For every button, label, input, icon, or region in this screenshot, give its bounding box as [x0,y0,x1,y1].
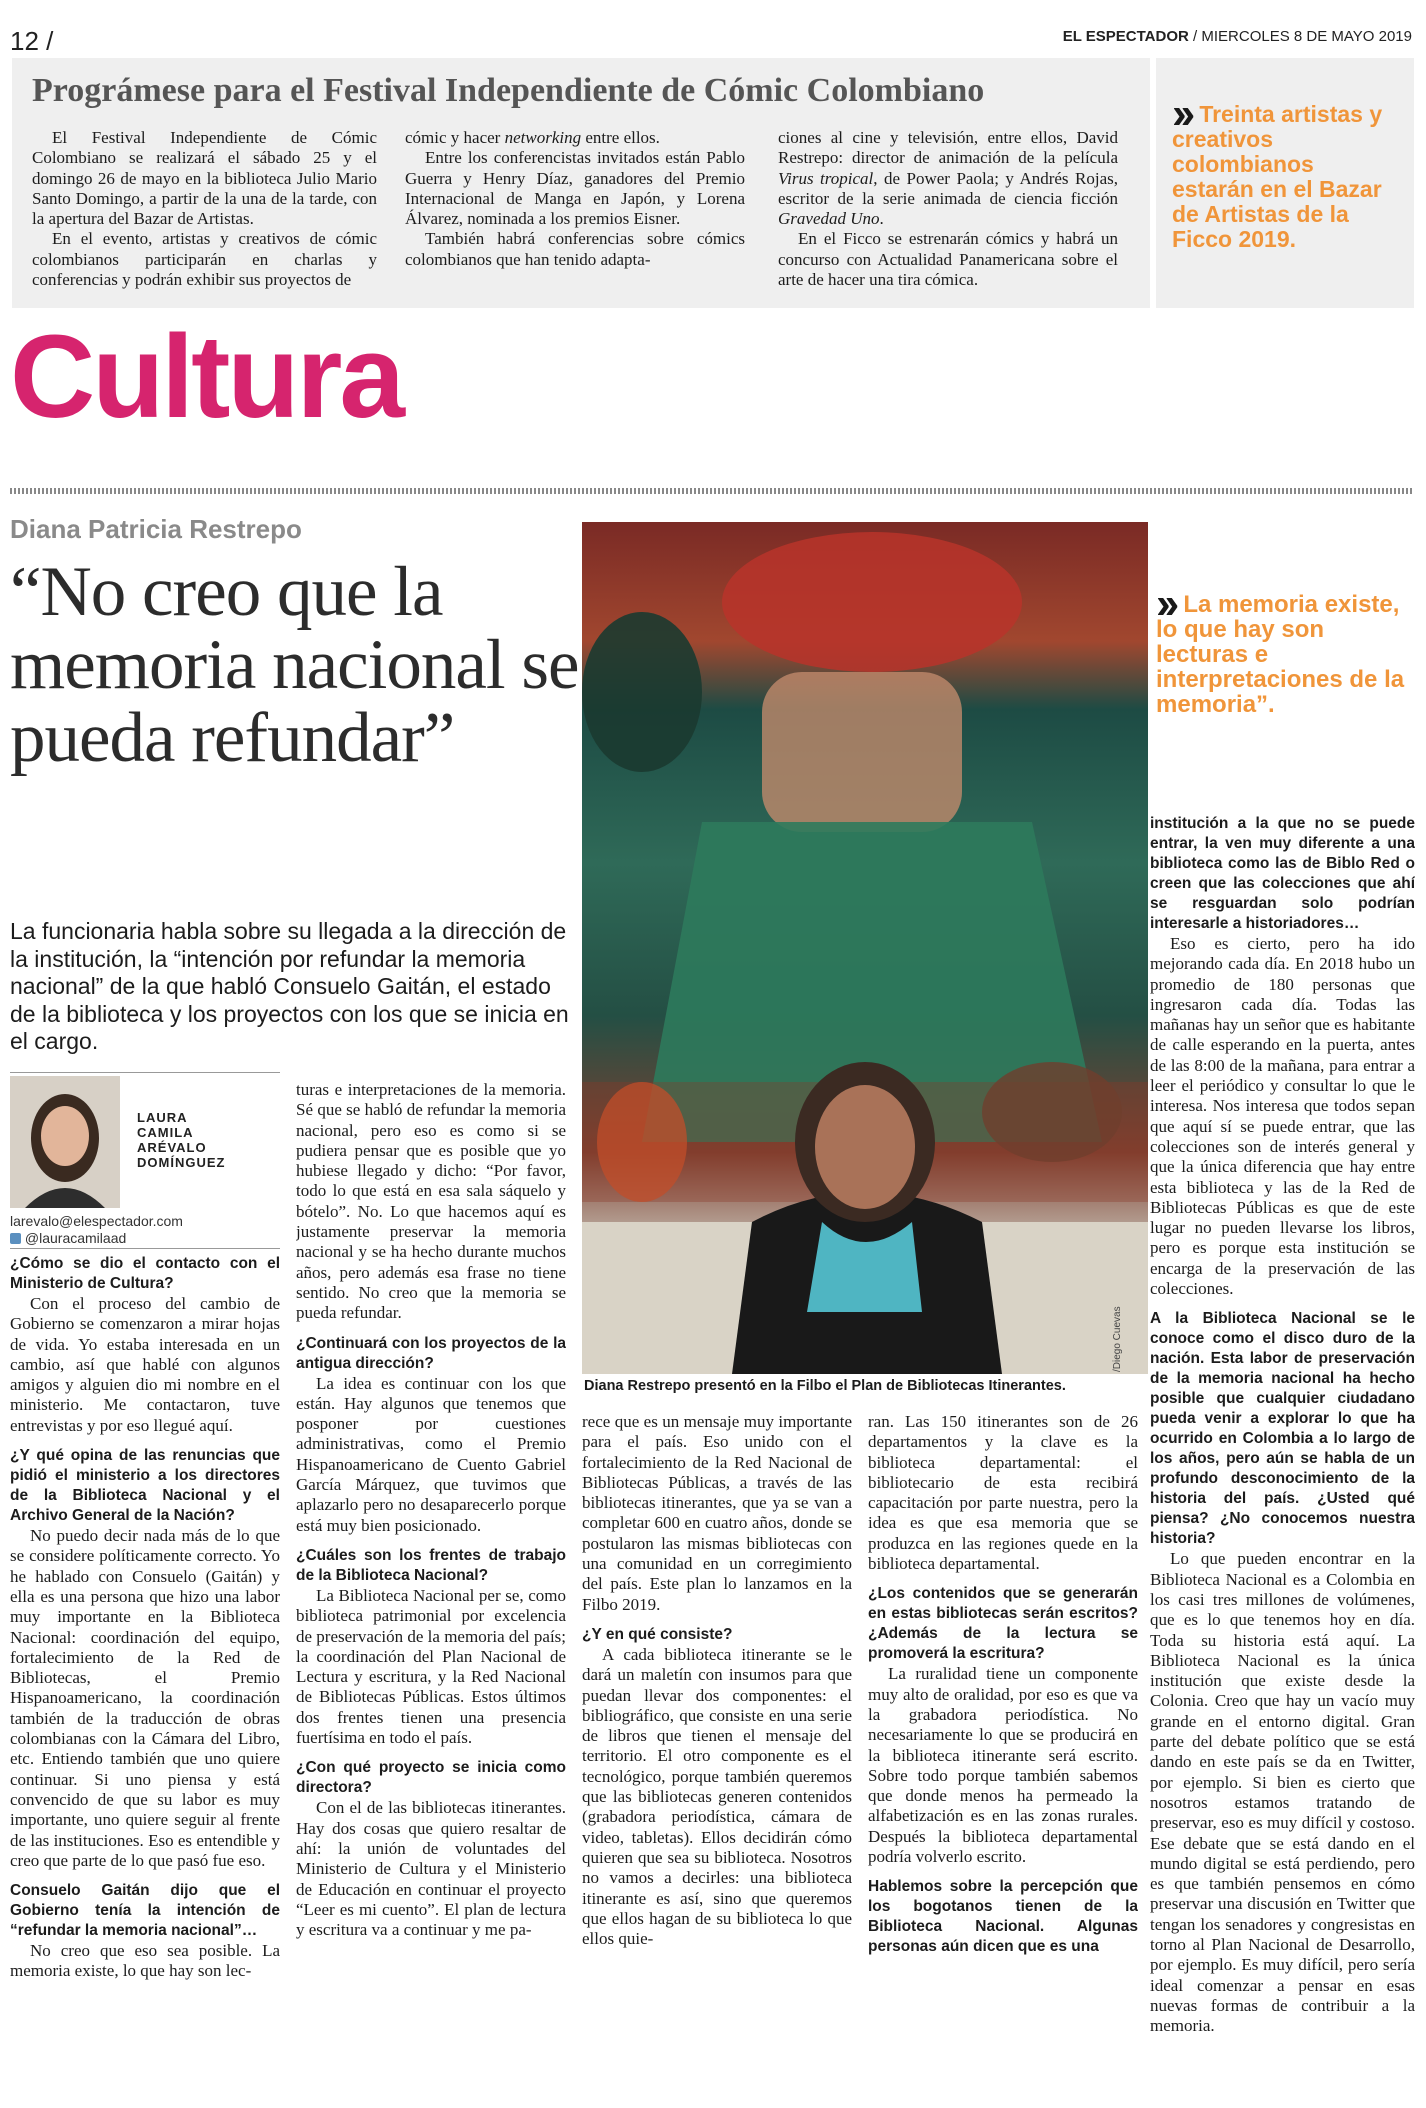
interview-answer: La ruralidad tiene un componente muy alto de oralidad, por eso es que va la grabadora periodística. No necesariamente lo que se producirá en la biblioteca itinerante será escrito. Sobre todo porque también sabemos que donde menos ha permeado la alfabetización es en las zonas rurales. Después la biblioteca departamental podría volverlo escrito. [868,1664,1138,1867]
interview-question: ¿Con qué proyecto se inicia como directora? [296,1759,566,1797]
main-photo [582,522,1148,1374]
avatar [10,1076,120,1208]
interview-question: Consuelo Gaitán dijo que el Gobierno tenía la intención de “refundar la memoria nacional”… [10,1882,280,1940]
author-email[interactable]: larevalo@elespectador.com [10,1213,183,1229]
festival-col-1: El Festival Independiente de Cómic Colombiano se realizará el sábado 25 y el domingo 26 de mayo en la biblioteca Julio Mario Santo Domingo, a partir de la una de la tarde, con la apertura del Bazar de Artistas. En el evento, artistas y creativos de cómic colombianos participarán en charlas y conferencias y podrán exhibir sus proyectos de [32,128,377,290]
twitter-icon [10,1233,21,1244]
interview-question: institución a la que no se puede entrar, la ven muy diferente a una biblioteca como las de Biblo Red o creen que las colecciones que ahí se resguardan solo podrían interesarle a historiadores… [1150,815,1415,932]
festival-sidebar-quote: ›› Treinta artistas y creativos colombianos estarán en el Bazar de Artistas de la Ficco 2019. [1172,89,1383,252]
festival-col-2: cómic y hacer networking entre ellos. Entre los conferencistas invitados están Pablo Guerra y Henry Díaz, ganadores del Premio Internacional de Manga en Japón, y Lorena Álvarez, nominada a los premios Eisner. También habrá conferencias sobre cómics colombianos que han tenido adapta- [405,128,745,269]
chevron-right-icon: ›› [1156,579,1174,628]
interview-answer: La idea es continuar con los que están. Hay algunos que tenemos que posponer por cuestiones administrativas, como el Premio Hispanoamericano de Cuento Gabriel García Márquez, que tuvimos que aplazarlo pero no desaparecerlo porque está muy bien posicionado. [296,1373,566,1535]
interview-answer: ran. Las 150 itinerantes son de 26 departamentos y la clave es la biblioteca departamental: el bibliotecario de esta recibirá capacitación por parte nuestra, pero la idea es que esa memoria que se produzca en las regiones quede en la biblioteca departamental. [868,1412,1138,1574]
interview-answer: Lo que pueden encontrar en la Biblioteca Nacional es a Colombia en los casi tres millones de volúmenes, que es lo que tenemos hoy en día. Toda su historia está aquí. La Biblioteca Nacional es la única institución que existe desde la Colonia. Creo que hay un vacío muy grande en el entorno digital. Gran parte del debate político que se está dando en este país se da en Twitter, por ejemplo. Si bien es cierto que nosotros estamos tratando de preservar, eso es muy difícil y costoso. Ese debate que se está dando en el mundo digital se está perdiendo, pero es que también pensemos en cómo preservar una discusión en Twitter que tengan los senadores y congresistas en torno al Plan Nacional de Desarrollo, por ejemplo. Es muy difícil, pero sería ideal comenzar a pensar en esas nuevas formas de contribuir a la memoria. [1150,1549,1415,2036]
interview-answer: La Biblioteca Nacional per se, como biblioteca patrimonial por excelencia de preservación de la memoria del país; la coordinación del Plan Nacional de Lectura y escritura, y la Red Nacional de Bibliotecas Públicas. Estos últimos dos frentes tienen una presencia fuertísima en todo el país. [296,1585,566,1748]
interview-question: ¿Cuáles son los frentes de trabajo de la Biblioteca Nacional? [296,1546,566,1584]
pull-quote: ›› La memoria existe, lo que hay son lecturas e interpretaciones de la memoria”. [1156,579,1405,718]
paper-name: EL ESPECTADOR [1062,28,1189,45]
interview-answer: turas e interpretaciones de la memoria. Sé que se habló de refundar la memoria nacional, pero eso es como si se pudiera pensar que es posible que yo hubiese llegado y dicho: “Por favor, todo lo que está en esa sala sáquelo y bótelo”. No. Lo que hacemos aquí es justamente preservar la memoria nacional y se ha hecho durante muchos años, pero además esa frase no tiene sentido. No creo que la memoria se pueda refundar. [296,1080,566,1323]
interview-answer: Con el de las bibliotecas itinerantes. Hay dos cosas que quiero resaltar de ahí: la unión de voluntades del Ministerio de Cultura y el Ministerio de Educación en continuar el proyecto “Leer es mi cuento”. El plan de lectura y escritura va a continuar y me pa- [296,1798,566,1940]
section-title: Cultura [10,311,402,443]
interview-question: ¿Los contenidos que se generarán en estas bibliotecas serán escritos? ¿Además de la lectura se promoverá la escritura? [868,1585,1138,1663]
interview-question: A la Biblioteca Nacional se le conoce como el disco duro de la nación. Esta labor de preservación de la memoria nacional ha hecho posible que cualquier ciudadano pueda venir a explorar lo que ha ocurrido en Colombia a lo largo de los años, pero aún se habla de un profundo desconocimiento de la historia del país. ¿Usted qué piensa? ¿No conocemos nuestra historia? [1150,1310,1415,1548]
interview-question: ¿Y en qué consiste? [582,1625,733,1643]
festival-col-3: ciones al cine y televisión, entre ellos, David Restrepo: director de animación de la película Virus tropical, de Power Paola; y Andrés Rojas, escritor de la serie animada de ciencia ficción Gravedad Uno. En el Ficco se estrenarán cómics y habrá un concurso con Actualidad Panamericana sobre el arte de hacer una tira cómica. [778,128,1118,290]
interview-question: ¿Y qué opina de las renuncias que pidió el ministerio a los directores de la Biblioteca Nacional y el Archivo General de la Nación? [10,1447,280,1525]
author-name: LAURA CAMILA ARÉVALO DOMÍNGUEZ [137,1110,226,1170]
interview-answer: Eso es cierto, pero ha ido mejorando cada día. En 2018 hubo un promedio de 180 personas que ingresaron cada día. Todas las mañanas hay un señor que es habitante de calle esperando en la puerta, antes de las 8:00 de la mañana, para entrar a leer el periódico y consultar lo que le interesa. Nos interesa que todos sepan que aquí sí se puede entrar, que las colecciones son de interés general y que la única diferencia que hay entre esta biblioteca y las de la Red de Bibliotecas Públicas es que de este lugar no pueden llevarse los libros, pero es porque esta institución se encarga de la preservación de las colecciones. [1150,934,1415,1299]
article-col-1 [10,1248,280,2098]
masthead-date [1063,28,1412,45]
headline: “No creo que la memoria nacional se pueda refundar” [10,553,579,777]
page-number: 12 / [10,26,54,56]
festival-title: Prográmese para el Festival Independiente de Cómic Colombiano [32,72,985,109]
article-col-2 [296,1080,566,2098]
author-photo [10,1076,120,1208]
article-col-5 [1150,808,1415,2098]
article-col-4 [868,1412,1138,2098]
section-divider [10,488,1414,494]
interviewee-name: Diana Patricia Restrepo [10,514,302,544]
author-twitter[interactable]: @lauracamilaad [10,1230,126,1246]
interview-answer: No creo que eso sea posible. La memoria existe, lo que hay son lec- [10,1941,280,1981]
article-lead: La funcionaria habla sobre su llegada a la dirección de la institución, la “intención por refundar la memoria nacional” de la que habló Consuelo Gaitán, el estado de la biblioteca y los proyectos con los que se inicia en el cargo. [10,918,569,1054]
photo-caption: Diana Restrepo presentó en la Filbo el Plan de Bibliotecas Itinerantes. [584,1378,1066,1394]
interview-question: ¿Continuará con los proyectos de la antigua dirección? [296,1334,566,1372]
photo-credit: /Diego Cuevas [1112,1306,1123,1372]
chevron-right-icon: ›› [1172,89,1190,138]
interview-question: Hablemos sobre la percepción que los bogotanos tienen de la Biblioteca Nacional. Algunas personas aún dicen que es una [868,1878,1138,1956]
interview-question: ¿Cómo se dio el contacto con el Ministerio de Cultura? [10,1255,280,1292]
article-col-3 [582,1412,852,2098]
interview-answer: Con el proceso del cambio de Gobierno se comenzaron a mirar hojas de vida. Yo estaba interesada en un cambio, así que hablé con algunos amigos y alguien dio mi nombre en el ministerio. Me contactaron, tuve entrevistas y por eso llegué aquí. [10,1294,280,1435]
interview-answer: No puedo decir nada más de lo que se considere políticamente correcto. Yo he hablado con Consuelo (Gaitán) y ella es una persona que hizo una labor muy importante en la Biblioteca Nacional: coordinación del equipo, fortalecimiento de la Red de Bibliotecas, el Premio Hispanoamericano, la coordinación también de la traducción de obras colombianas con la Cámara del Libro, etc. Entiendo también que uno quiere continuar. Si uno piensa y está convencido de que su labor es muy importante, uno quiere seguir al frente de las instituciones. Eso es entendible y creo que parte de lo que pasó fue eso. [10,1526,280,1870]
mural-illustration [582,522,1148,1374]
interview-answer: rece que es un mensaje muy importante para el país. Eso unido con el fortalecimiento de la Red Nacional de Bibliotecas Públicas, a través de las bibliotecas itinerantes, que ya se van a completar 600 en cuatro años, donde se postularon las mismas bibliotecas con una comunidad en un corregimiento del país. Este plan lo lanzamos en la Filbo 2019. [582,1412,852,1614]
issue-date: / MIERCOLES 8 DE MAYO 2019 [1193,28,1412,45]
interview-answer: A cada biblioteca itinerante se le dará un maletín con insumos para que puedan llevar dos componentes: el bibliográfico, que consiste en una serie de libros que tienen el mensaje del territorio. El otro componente es el tecnológico, porque también queremos que las bibliotecas generen contenidos (grabadora periodística, cámara de video, tabletas). Ellos decidirán cómo quieren que sea su biblioteca. Nosotros no vamos a decirles: una biblioteca itinerante es así, sino que queremos que ellos hagan de su biblioteca lo que ellos quie- [582,1644,852,1949]
byline-rule [10,1072,280,1073]
